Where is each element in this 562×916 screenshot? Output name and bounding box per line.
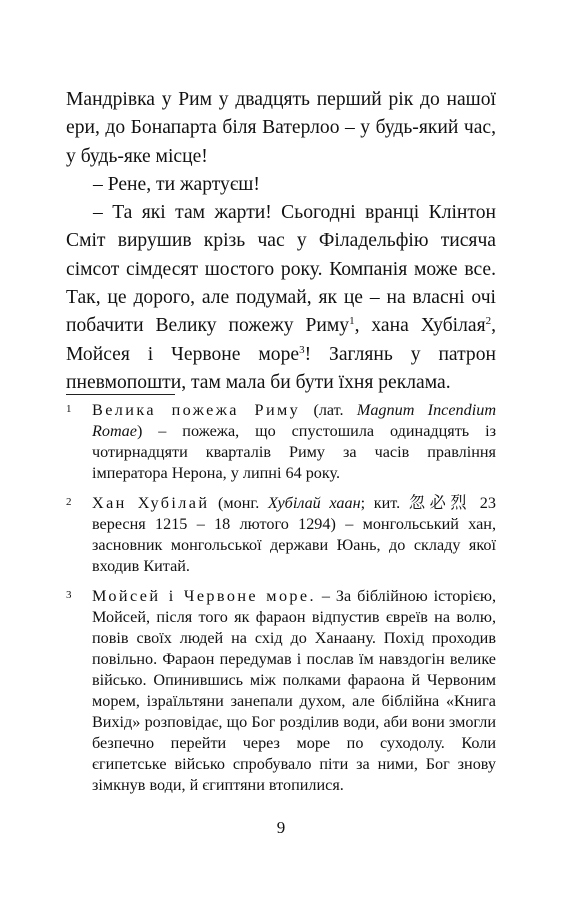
footnote-text: (монг.: [209, 494, 268, 512]
footnote-term: Велика пожежа Риму: [92, 401, 301, 419]
footnote-ref-3: 3: [299, 343, 305, 356]
main-text: [66, 86, 496, 397]
footnote-number: 3: [66, 589, 72, 601]
footnote-text: – За біблійною історією, Мойсей, після того як фараон відпустив євреїв на волю, повів своїх людей на схід до Ханаану. Похід проходив повільно. Фараон передумав і послав їм навздогін велике військо. Опинившись між полками фараона й Червоним морем, ізраїльтяни занепали духом, але біблійна «Книга Вихід» розповідає, що Бог розділив води, аби вони змогли безпечно перейти через море по суходолу. Коли єгипетське військо спробувало піти за ними, Бог знову зімкнув води, й єгиптяни втопилися.: [92, 587, 496, 794]
paragraph-1: Мандрівка у Рим у двадцять перший рік до нашої ери, до Бонапарта біля Ватерлоо – у будь-який час, у будь-яке місце!: [66, 89, 496, 167]
footnote-1: [66, 400, 496, 484]
paragraph-3-part-4: ! Заглянь у патрон пневмопошти, там мала би бути їхня реклама.: [66, 343, 497, 393]
footnote-number: 1: [66, 403, 72, 415]
paragraph-3-part-3: , Мойсея і Червоне море: [66, 315, 497, 365]
paragraph-3-part-2: , хана Хубілая: [354, 315, 486, 337]
footnote-3: [66, 586, 496, 796]
paragraph-3-part-1: – Та які там жарти! Сьогодні вранці Клінтон Сміт вирушив крізь час у Філадельфію тисяча сімсот сімдесят шостого року. Компанія може все. Так, це дорого, але подумай, як це – на власні очі побачити Велику пожежу Риму: [66, 202, 496, 337]
footnote-term: Мойсей і Червоне море.: [92, 587, 316, 605]
footnote-text: (лат.: [300, 401, 357, 419]
footnote-text: ; кит. 忽必烈 23 вересня 1215 – 18 лютого 1294) – монгольський хан, засновник монгольської держави Юань, до складу якої входив Китай.: [92, 494, 496, 575]
page-number: 9: [276, 818, 286, 837]
footnote-mongol-name: Хубілай хаан: [267, 494, 361, 512]
footnote-term: Хан Хубілай: [92, 494, 210, 512]
footnote-separator: [66, 394, 175, 395]
paragraph-3: [66, 199, 496, 397]
footnote-ref-1: 1: [349, 315, 355, 328]
footnotes: [66, 400, 496, 805]
footnote-latin-name: Magnum Incendium Romae: [92, 401, 497, 440]
footnote-text: ) – пожежа, що спустошила одинадцять із чотирнадцяти кварталів Риму за часів правління імператора Нерона, у липні 64 року.: [92, 422, 496, 482]
paragraph-2: – Рене, ти жартуєш!: [93, 173, 260, 195]
footnote-ref-2: 2: [485, 315, 492, 328]
footnote-2: [66, 493, 496, 577]
footnote-number: 2: [66, 496, 72, 508]
